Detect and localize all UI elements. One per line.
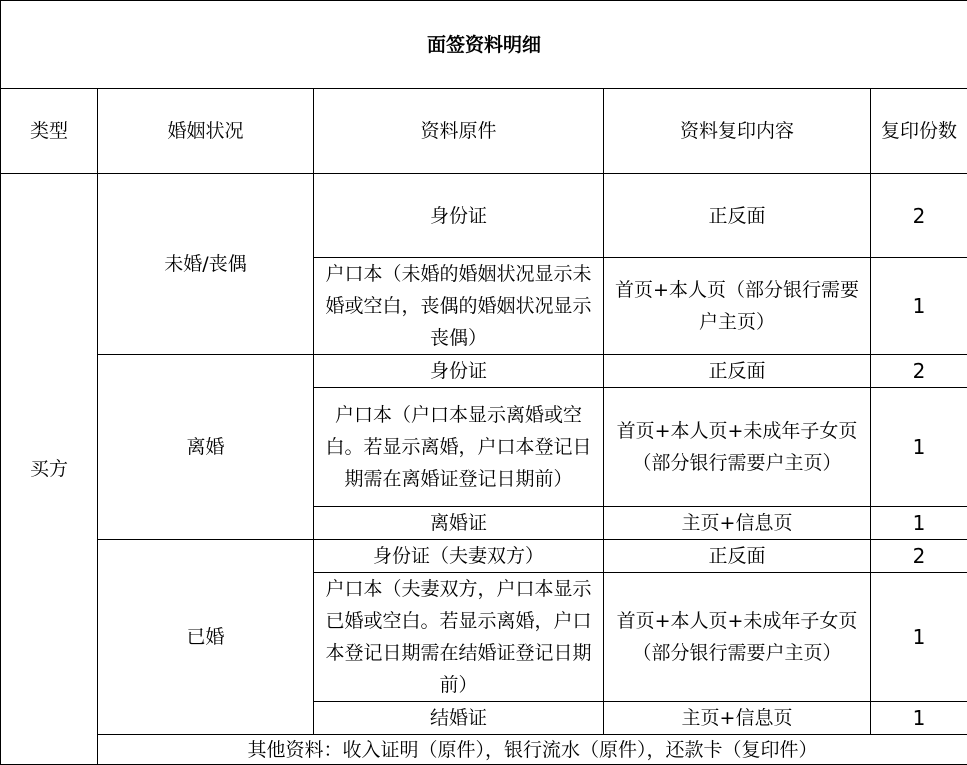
header-copy-count: 复印份数 — [871, 89, 967, 174]
count-cell: 2 — [871, 355, 967, 388]
original-cell: 身份证（夫妻双方） — [314, 540, 604, 573]
table-title: 面签资料明细 — [1, 1, 967, 89]
copy-cell: 主页+信息页 — [604, 702, 871, 735]
header-original-documents: 资料原件 — [314, 89, 604, 174]
marital-divorced: 离婚 — [98, 355, 314, 540]
copy-cell: 正反面 — [604, 174, 871, 258]
count-cell: 2 — [871, 540, 967, 573]
count-cell: 1 — [871, 258, 967, 355]
original-cell: 身份证 — [314, 174, 604, 258]
count-cell: 1 — [871, 573, 967, 702]
original-cell: 结婚证 — [314, 702, 604, 735]
other-documents-note: 其他资料：收入证明（原件），银行流水（原件），还款卡（复印件） — [98, 735, 967, 765]
header-marital-status: 婚姻状况 — [98, 89, 314, 174]
original-cell: 离婚证 — [314, 507, 604, 540]
count-cell: 1 — [871, 388, 967, 507]
type-buyer: 买方 — [1, 174, 98, 765]
count-cell: 2 — [871, 174, 967, 258]
table-row — [1, 174, 967, 258]
copy-cell: 首页+本人页+未成年子女页（部分银行需要户主页） — [604, 388, 871, 507]
marital-married: 已婚 — [98, 540, 314, 735]
count-cell: 1 — [871, 702, 967, 735]
copy-cell: 正反面 — [604, 540, 871, 573]
header-row — [1, 89, 967, 174]
copy-cell: 首页+本人页+未成年子女页（部分银行需要户主页） — [604, 573, 871, 702]
table-row — [1, 355, 967, 388]
footer-row — [1, 735, 967, 765]
header-copy-content: 资料复印内容 — [604, 89, 871, 174]
title-row — [1, 1, 967, 89]
original-cell: 户口本（户口本显示离婚或空白。若显示离婚，户口本登记日期需在离婚证登记日期前） — [314, 388, 604, 507]
original-cell: 户口本（未婚的婚姻状况显示未婚或空白，丧偶的婚姻状况显示丧偶） — [314, 258, 604, 355]
copy-cell: 正反面 — [604, 355, 871, 388]
table-row — [1, 540, 967, 573]
count-cell: 1 — [871, 507, 967, 540]
original-cell: 身份证 — [314, 355, 604, 388]
copy-cell: 首页+本人页（部分银行需要户主页） — [604, 258, 871, 355]
copy-cell: 主页+信息页 — [604, 507, 871, 540]
marital-single-widowed: 未婚/丧偶 — [98, 174, 314, 355]
header-type: 类型 — [1, 89, 98, 174]
original-cell: 户口本（夫妻双方，户口本显示已婚或空白。若显示离婚，户口本登记日期需在结婚证登记日期前） — [314, 573, 604, 702]
